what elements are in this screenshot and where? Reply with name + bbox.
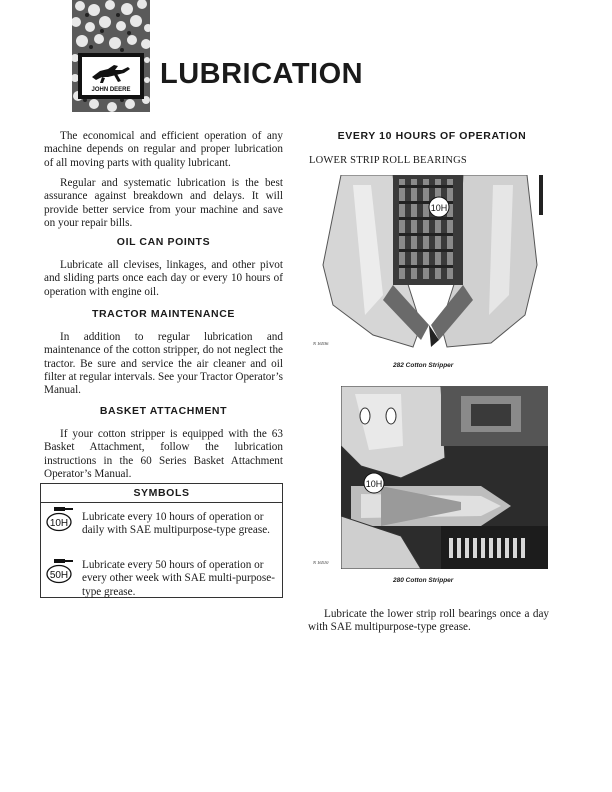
intro-paragraph-1: The economical and efficient operation of any machine depends on regular and proper lubrication of all moving parts with quality lubricant. xyxy=(44,130,283,169)
lubrication-badge: 10H xyxy=(365,479,383,489)
lower-strip-roll-bearings-subheading: LOWER STRIP ROLL BEARINGS xyxy=(309,155,467,166)
page-title: LUBRICATION xyxy=(160,58,364,90)
lubrication-badge: 10H xyxy=(430,203,448,213)
every-10-hours-heading: EVERY 10 HOURS OF OPERATION xyxy=(337,130,527,142)
photo-280-cotton-stripper xyxy=(341,386,548,569)
symbols-heading: SYMBOLS xyxy=(41,484,282,503)
lower-strip-roll-paragraph: Lubricate the lower strip roll bearings once a day with SAE multipurpose-type grease. xyxy=(308,608,549,634)
symbol-10h-description: Lubricate every 10 hours of operation or daily with SAE multipurpose-type grease. xyxy=(82,511,270,537)
john-deere-logo xyxy=(78,53,144,99)
grease-gun-50h-icon xyxy=(45,558,75,584)
basket-attachment-paragraph: If your cotton stripper is equipped with the 63 Basket Attachment, follow the lubrication instructions in the 60 Series Basket Attachment Operator’s Manual. xyxy=(44,428,283,480)
grease-gun-10h-icon xyxy=(45,506,75,532)
intro-paragraph-2: Regular and systematic lubrication is the best assurance against breakdown and delays. It will provide better service from your machine and save on your repair bills. xyxy=(44,177,283,229)
photo-2-code: N 16510 xyxy=(313,560,329,565)
basket-attachment-heading: BASKET ATTACHMENT xyxy=(99,405,228,417)
photo-1-code: N 16536 xyxy=(313,341,329,346)
oil-can-points-paragraph: Lubricate all clevises, linkages, and other pivot and sliding parts once each day or every 10 hours of operation with engine oil. xyxy=(44,259,283,298)
symbols-box xyxy=(40,483,283,598)
oil-can-points-heading: OIL CAN POINTS xyxy=(116,236,211,248)
tractor-maintenance-paragraph: In addition to regular lubrication and maintenance of the cotton stripper, do not neglect the tractor. Be sure and service the air cleaner and oil filter at regular intervals. See your Tractor Operator’s Manual. xyxy=(44,331,284,397)
grease-icon-label: 10H xyxy=(49,518,69,529)
photo-2-caption: 280 Cotton Stripper xyxy=(393,577,454,584)
tractor-maintenance-heading: TRACTOR MAINTENANCE xyxy=(91,308,236,320)
photo-1-caption: 282 Cotton Stripper xyxy=(393,362,454,369)
svg-text:JOHN DEERE: JOHN DEERE xyxy=(91,87,131,93)
photo-282-cotton-stripper xyxy=(313,175,549,350)
symbol-50h-description: Lubricate every 50 hours of operation or every other week with SAE multi-purpose-type grease. xyxy=(82,559,275,598)
grease-icon-label: 50H xyxy=(49,570,69,581)
